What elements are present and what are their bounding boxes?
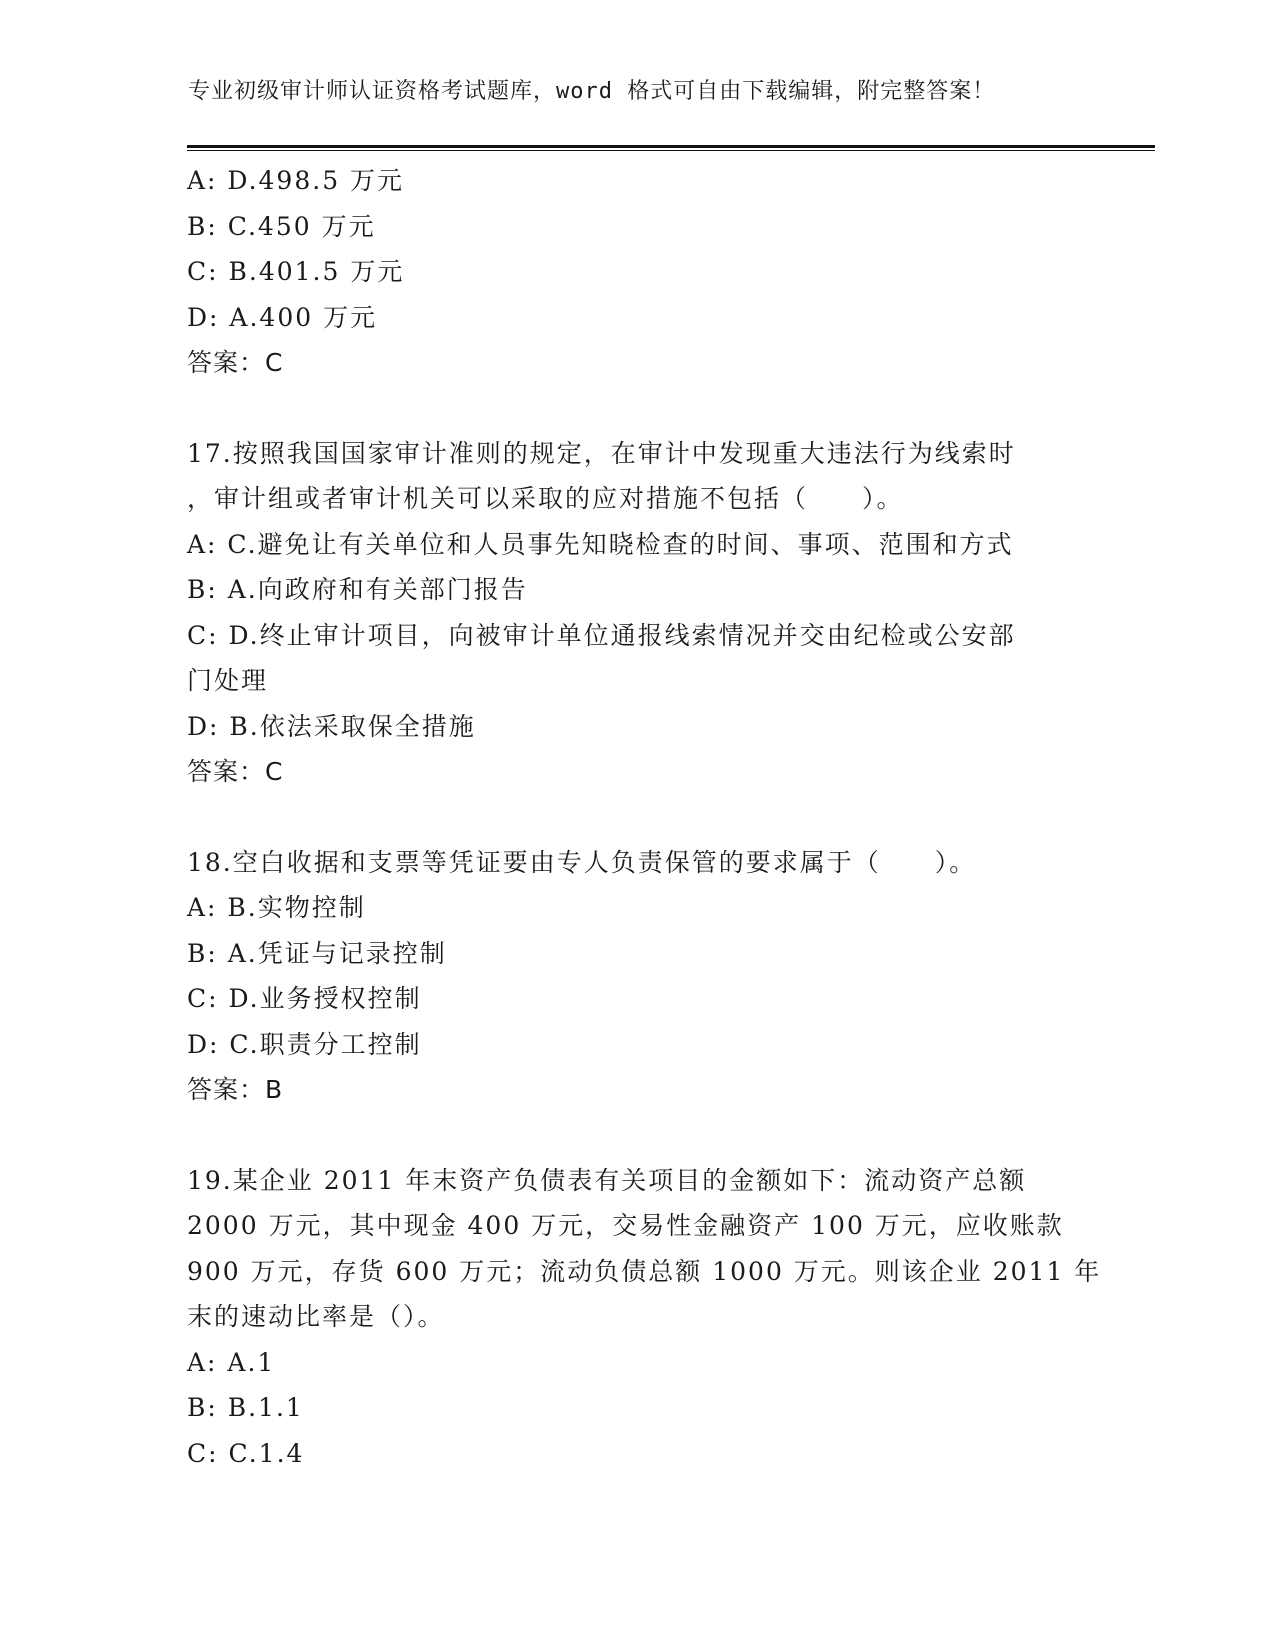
option-a: A: C.避免让有关单位和人员事先知晓检查的时间、事项、范围和方式 xyxy=(187,529,1014,559)
option-b: B: A.向政府和有关部门报告 xyxy=(187,575,528,604)
spacer xyxy=(187,1113,1087,1158)
option-b: B: B.1.1 xyxy=(187,1393,304,1422)
option-b: B: A.凭证与记录控制 xyxy=(187,938,447,968)
question-text-continued: 末的速动比率是（）。 xyxy=(187,1302,445,1331)
page-header: 专业初级审计师认证资格考试题库，word 格式可自由下载编辑，附完整答案！ xyxy=(188,79,996,104)
question-content xyxy=(187,158,1102,1476)
option-c-continued: 门处理 xyxy=(187,666,269,695)
question-19 xyxy=(187,1158,1102,1477)
option-a: A: D.498.5 万元 xyxy=(187,166,405,195)
header-rule-thick xyxy=(187,145,1155,148)
answer: 答案：B xyxy=(187,1075,284,1104)
spacer xyxy=(187,386,1087,431)
option-a: A: B.实物控制 xyxy=(187,893,366,922)
question-text-continued: 900 万元，存货 600 万元；流动负债总额 1000 万元。则该企业 2011 年 xyxy=(187,1256,1102,1286)
question-text-continued: ，审计组或者审计机关可以采取的应对措施不包括（ ）。 xyxy=(187,484,904,513)
question-text: 18.空白收据和支票等凭证要由专人负责保管的要求属于（ ）。 xyxy=(187,847,977,877)
question-text: 17.按照我国国家审计准则的规定，在审计中发现重大违法行为线索时 xyxy=(187,438,1016,468)
option-c: C: C.1.4 xyxy=(187,1438,305,1468)
option-c: C: D.业务授权控制 xyxy=(187,984,422,1013)
option-c: C: B.401.5 万元 xyxy=(187,257,405,286)
option-d: D: C.职责分工控制 xyxy=(187,1029,422,1059)
question-16 xyxy=(187,158,1087,386)
answer: 答案：C xyxy=(187,348,284,377)
option-a: A: A.1 xyxy=(187,1347,276,1377)
option-d: D: B.依法采取保全措施 xyxy=(187,711,476,741)
answer: 答案：C xyxy=(187,757,284,786)
question-text-continued: 2000 万元，其中现金 400 万元，交易性金融资产 100 万元，应收账款 xyxy=(187,1211,1064,1240)
option-b: B: C.450 万元 xyxy=(187,211,376,241)
option-c: C: D.终止审计项目，向被审计单位通报线索情况并交由纪检或公安部 xyxy=(187,620,1016,650)
option-d: D: A.400 万元 xyxy=(187,302,378,332)
question-17 xyxy=(187,431,1087,795)
spacer xyxy=(187,795,1087,840)
question-18 xyxy=(187,840,1087,1113)
header-rule-thin xyxy=(187,150,1155,151)
question-text: 19.某企业 2011 年末资产负债表有关项目的金额如下：流动资产总额 xyxy=(187,1165,1027,1195)
